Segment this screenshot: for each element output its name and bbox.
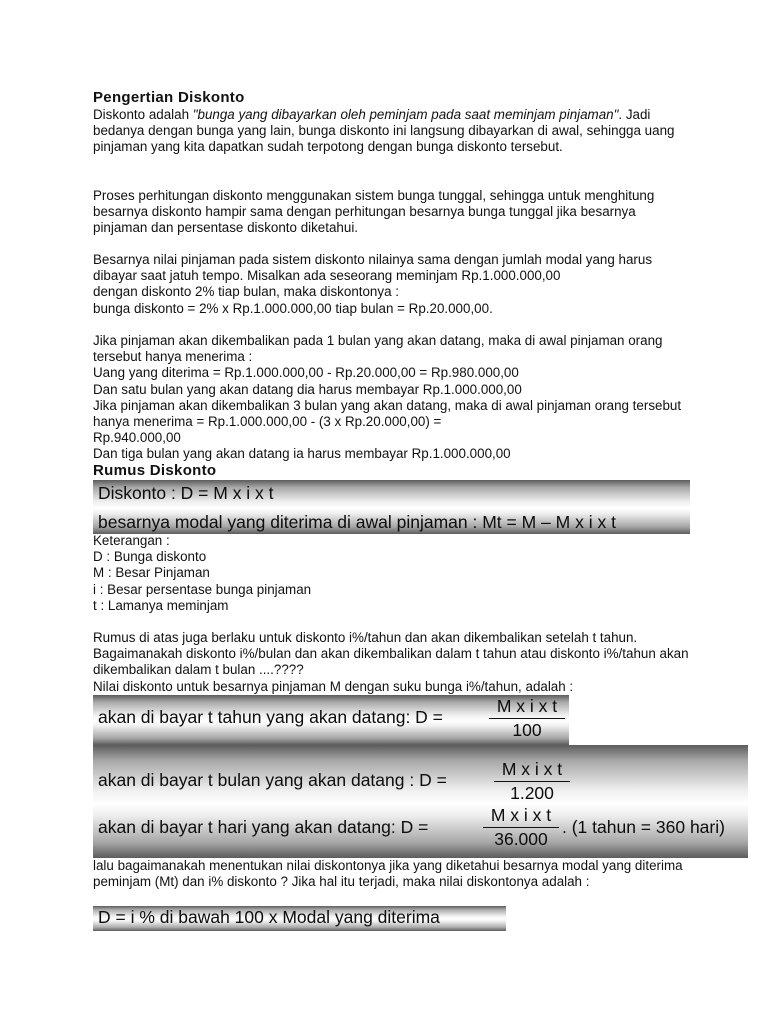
heading-rumus-diskonto: Rumus Diskonto xyxy=(93,462,217,479)
paragraph-contoh: Jika pinjaman akan dikembalikan pada 1 bulan yang akan datang, maka di awal pinjaman orang tersebut hanya menerima : Uang yang diterima = Rp.1.000.000,00 - Rp.20.000,00 = Rp.980.000,00 Dan satu bulan yang akan datang dia harus membayar Rp.1.000.000,00 Jika pinjaman akan dikembalikan 3 bulan yang akan datang, maka di awal pinjaman orang tersebut hanya menerima = Rp.1.000.000,00 - (3 x Rp.20.000,00) = Rp.940.000,00 Dan tiga bulan yang akan datang ia harus membayar Rp.1.000.000,00 xyxy=(93,333,682,462)
fraction-tahun xyxy=(489,696,565,741)
fraction-tahun-denominator: 100 xyxy=(512,720,542,740)
fraction-hari-denominator: 36.000 xyxy=(494,829,548,849)
intro-text-post: . Jadi bedanya dengan bunga yang lain, bunga diskonto ini langsung dibayarkan di awal, sehingga uang pinjaman yang kita dapatkan sudah terpotong dengan bunga diskonto tersebut. xyxy=(93,107,675,155)
fraction-bulan xyxy=(494,759,570,804)
formula-band-diskonto xyxy=(93,480,690,534)
intro-text-pre: Diskonto adalah xyxy=(93,107,193,122)
fraction-hari-numerator: M x i x t xyxy=(483,805,559,828)
formula-modal-diterima: besarnya modal yang diterima di awal pinjaman : Mt = M – M x i x t xyxy=(98,512,616,532)
heading-pengertian-diskonto: Pengertian Diskonto xyxy=(93,89,245,106)
fraction-bulan-numerator: M x i x t xyxy=(494,759,570,782)
formula-diskonto: Diskonto : D = M x i x t xyxy=(98,483,274,503)
formula-band-modal xyxy=(93,906,506,931)
formula-modal-diterima-last: D = i % di bawah 100 x Modal yang diterima xyxy=(98,907,440,927)
intro-paragraph xyxy=(93,107,693,156)
paragraph-modal-diterima: lalu bagaimanakah menentukan nilai diskontonya jika yang diketahui besarnya modal yang diterima peminjam (Mt) dan i% diskonto ? Jika hal itu terjadi, maka nilai diskontonya adalah : xyxy=(93,858,683,890)
formula-bulan-text: akan di bayar t bulan yang akan datang : D = xyxy=(98,770,447,790)
formula-tahun-text: akan di bayar t tahun yang akan datang: D = xyxy=(98,707,443,727)
formula-hari-text: akan di bayar t hari yang akan datang: D = xyxy=(98,817,429,837)
keterangan-list: Keterangan : D : Bunga diskonto M : Besar Pinjaman i : Besar persentase bunga pinjaman t : Lamanya meminjam xyxy=(93,533,312,613)
fraction-bulan-denominator: 1.200 xyxy=(510,783,554,803)
paragraph-rumus-berlaku: Rumus di atas juga berlaku untuk diskonto i%/tahun dan akan dikembalikan setelah t tahun. Bagaimanakah diskonto i%/bulan dan akan dikembalikan dalam t tahun atau diskonto i%/tahun akan dikembalikan dalam t bulan ....???? Nilai diskonto untuk besarnya pinjaman M dengan suku bunga i%/tahun, adalah : xyxy=(93,630,689,694)
paragraph-proses: Proses perhitungan diskonto menggunakan sistem bunga tunggal, sehingga untuk menghitung besarnya diskonto hampir sama dengan perhitungan besarnya bunga tunggal jika besarnya pinjaman dan persentase diskonto diketahui. xyxy=(93,188,655,236)
paragraph-nilai-pinjaman: Besarnya nilai pinjaman pada sistem diskonto nilainya sama dengan jumlah modal yang harus dibayar saat jatuh tempo. Misalkan ada seseorang meminjam Rp.1.000.000,00 dengan diskonto 2% tiap bulan, maka diskontonya : bunga diskonto = 2% x Rp.1.000.000,00 tiap bulan = Rp.20.000,00. xyxy=(93,252,653,316)
fraction-tahun-numerator: M x i x t xyxy=(489,696,565,719)
fraction-hari xyxy=(483,805,559,850)
formula-band-tahun xyxy=(93,695,569,745)
formula-band-bulan-hari xyxy=(93,745,748,858)
formula-hari-note: . (1 tahun = 360 hari) xyxy=(562,817,725,837)
intro-quote: "bunga yang dibayarkan oleh peminjam pada saat meminjam pinjaman" xyxy=(192,107,619,122)
